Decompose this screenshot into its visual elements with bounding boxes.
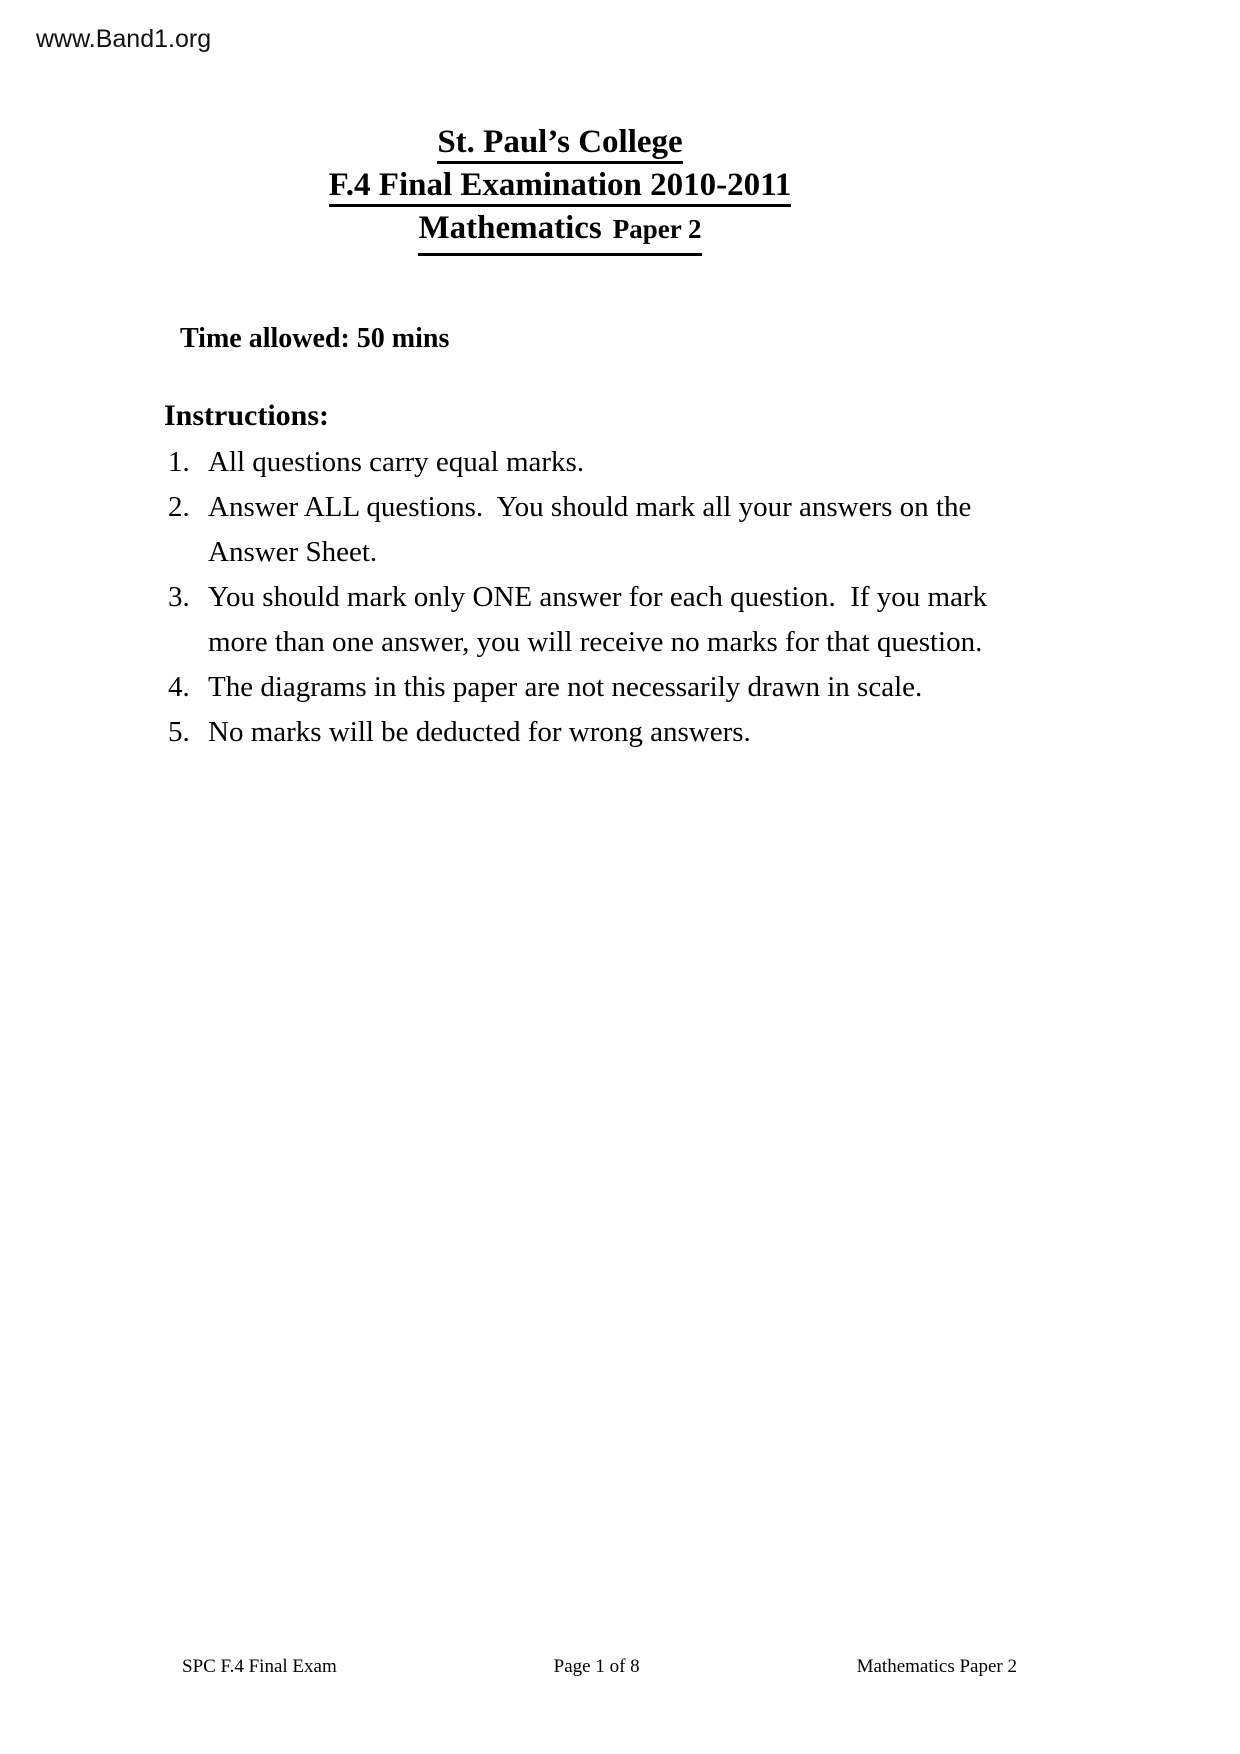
school-name: St. Paul’s College xyxy=(437,124,682,164)
instruction-item-1 xyxy=(168,440,1028,485)
page-footer xyxy=(182,1656,1017,1678)
instruction-item-5 xyxy=(168,710,1028,755)
instructions-heading: Instructions: xyxy=(164,399,330,432)
subject-title xyxy=(418,210,701,256)
title-block xyxy=(140,124,980,257)
paper-number: Paper 2 xyxy=(612,214,702,244)
subject-title-line xyxy=(140,210,980,256)
instruction-line: No marks will be deducted for wrong answers. xyxy=(208,716,751,748)
instruction-item-3 xyxy=(168,575,1028,665)
instruction-number: 1. xyxy=(168,446,190,478)
instruction-number: 4. xyxy=(168,671,190,703)
subject-name: Mathematics xyxy=(418,210,602,246)
instruction-text xyxy=(208,665,1028,710)
footer-page-number: Page 1 of 8 xyxy=(553,1656,640,1677)
instruction-text xyxy=(208,710,1028,755)
instruction-line: more than one answer, you will receive no marks for that question. xyxy=(208,626,983,658)
exam-title: F.4 Final Examination 2010-2011 xyxy=(329,167,792,207)
exam-title-line xyxy=(140,167,980,209)
instructions-list xyxy=(168,440,1028,755)
instruction-text xyxy=(208,575,1028,665)
instruction-line: All questions carry equal marks. xyxy=(208,446,585,478)
instruction-item-2 xyxy=(168,485,1028,575)
instruction-number: 5. xyxy=(168,716,190,748)
instruction-number: 3. xyxy=(168,581,190,613)
instruction-number: 2. xyxy=(168,491,190,523)
footer-exam-name: SPC F.4 Final Exam xyxy=(182,1656,337,1677)
instruction-text xyxy=(208,440,1028,485)
instruction-item-4 xyxy=(168,665,1028,710)
footer-paper-name: Mathematics Paper 2 xyxy=(856,1656,1017,1677)
instruction-line: You should mark only ONE answer for each question. If you mark xyxy=(208,581,988,613)
site-watermark: www.Band1.org xyxy=(36,25,212,53)
instruction-line: The diagrams in this paper are not necessarily drawn in scale. xyxy=(208,671,923,703)
time-allowed-text: Time allowed: 50 mins xyxy=(180,323,450,354)
instruction-line: Answer ALL questions. You should mark all your answers on the xyxy=(208,491,972,523)
instruction-text xyxy=(208,485,1028,575)
instruction-line: Answer Sheet. xyxy=(208,536,378,568)
school-name-line xyxy=(140,124,980,166)
